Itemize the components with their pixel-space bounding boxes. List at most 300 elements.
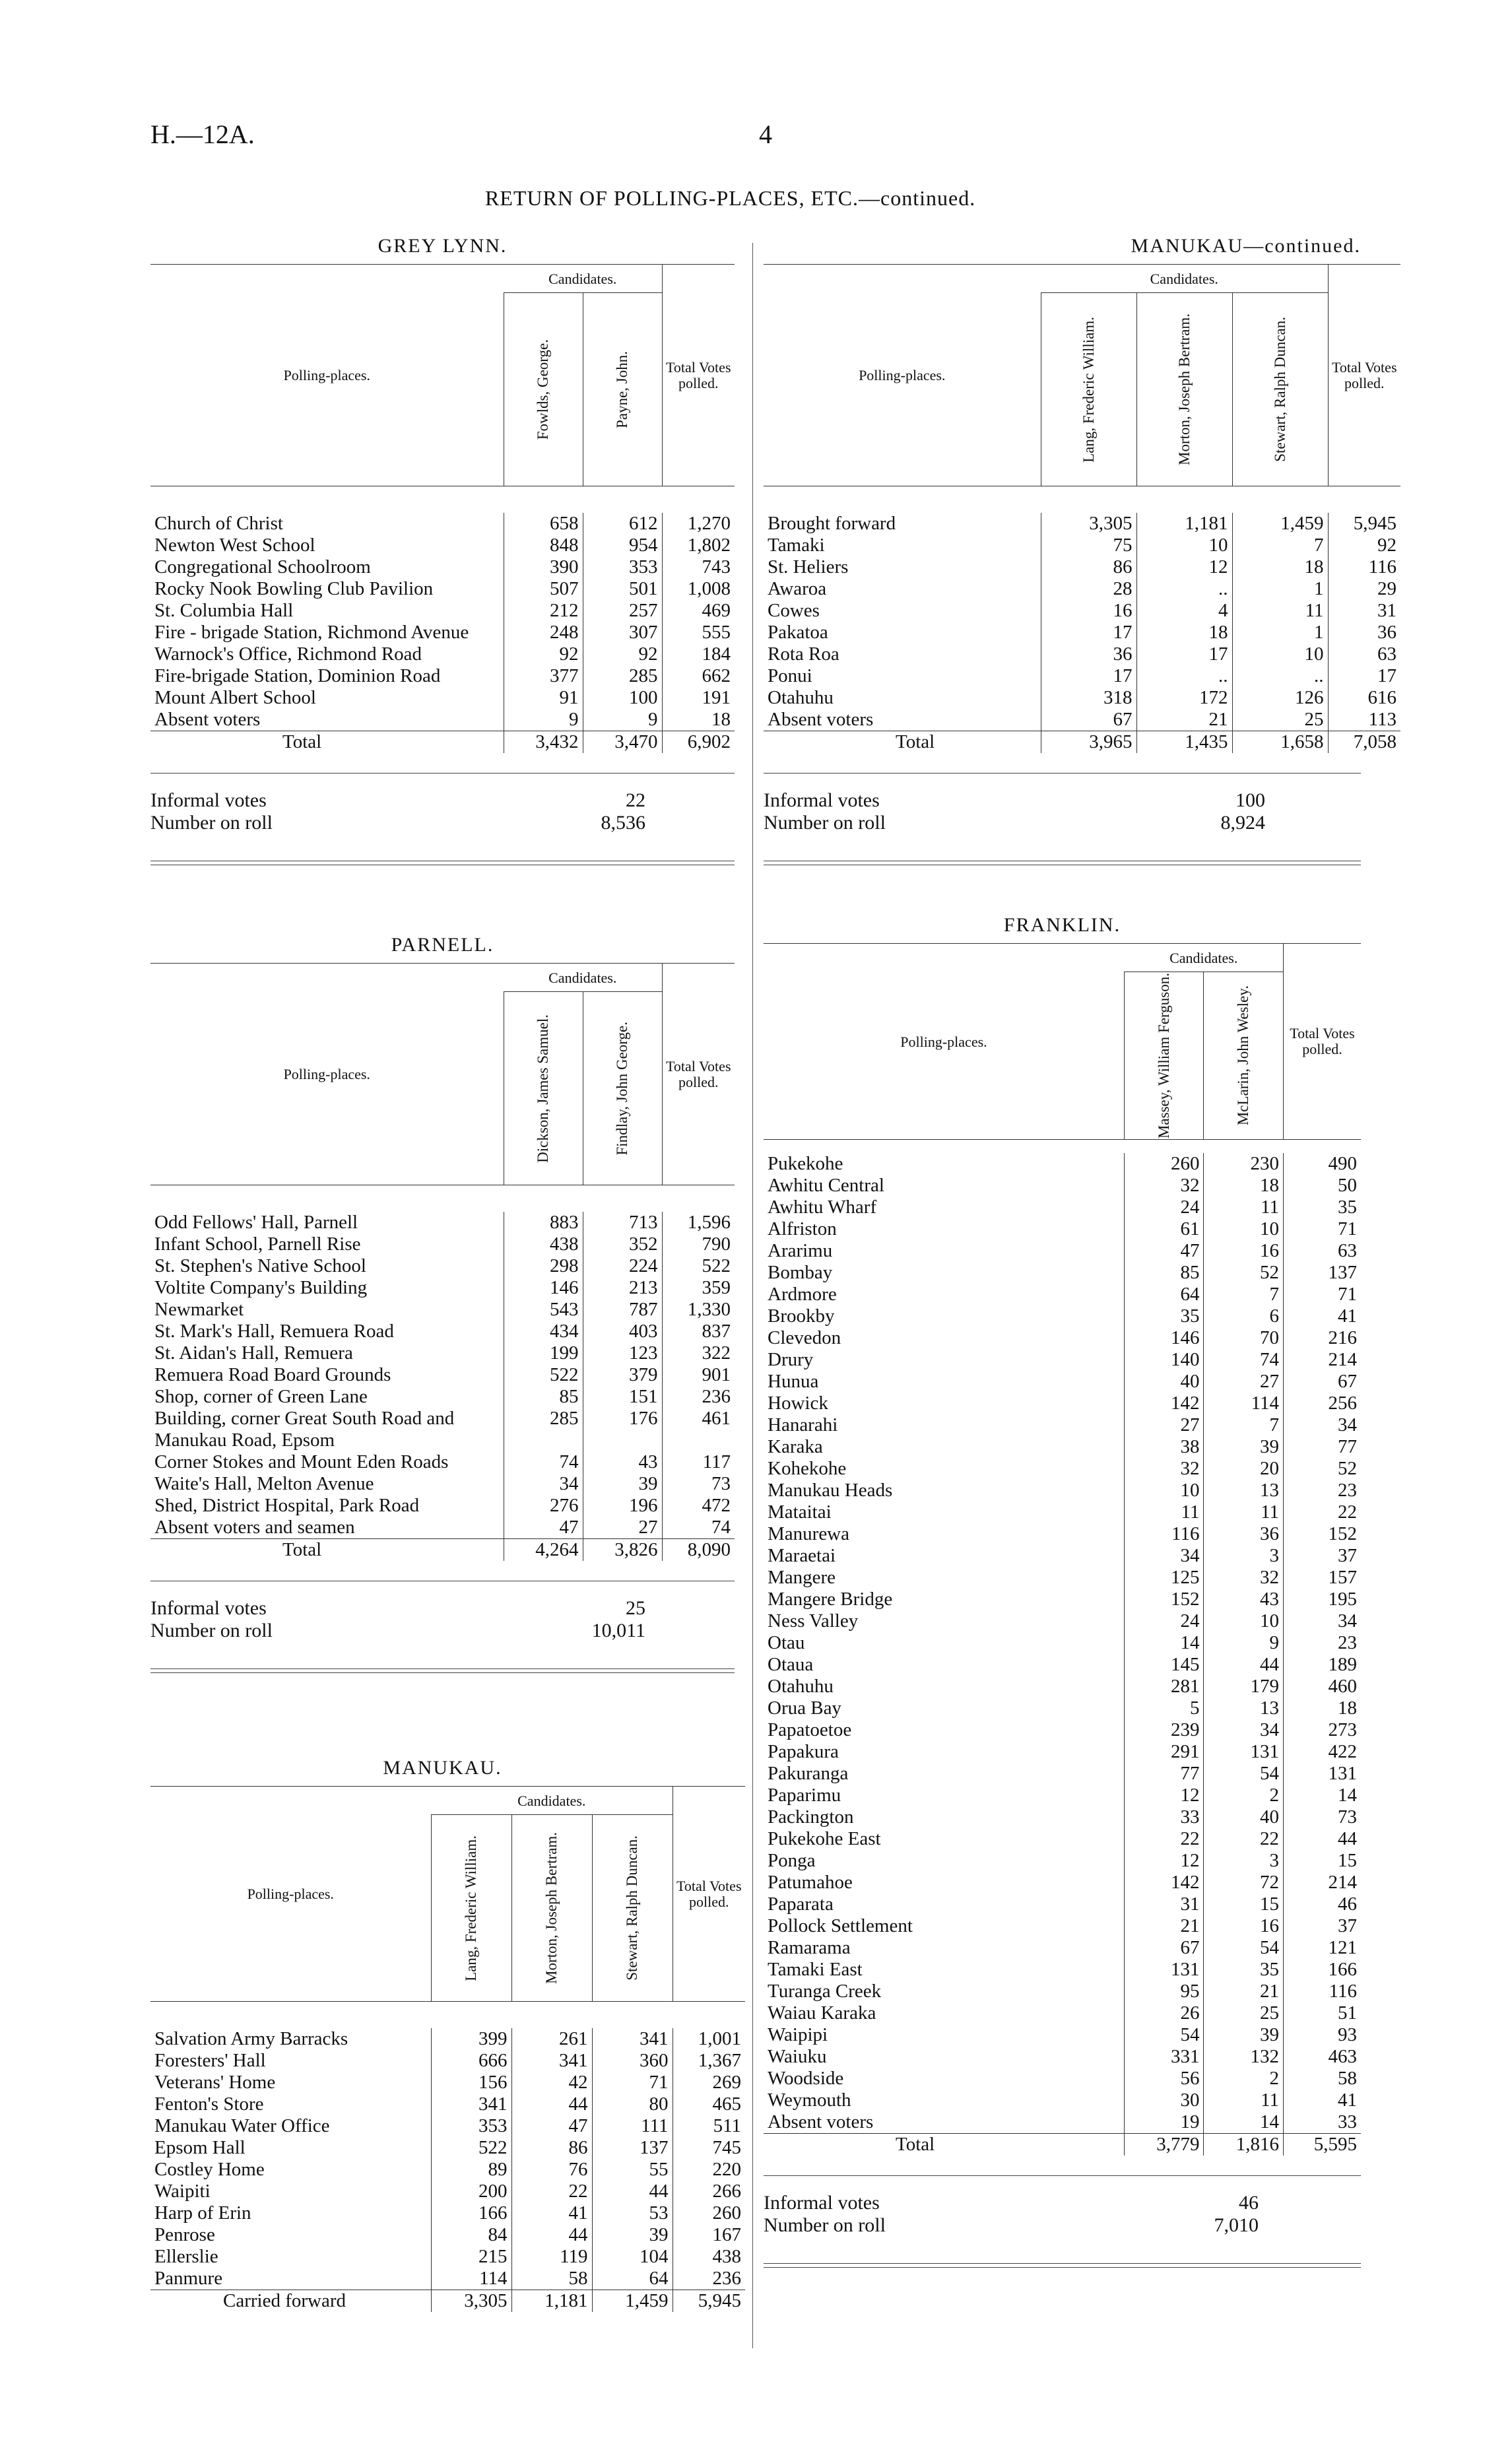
polling-place-name: Pakuranga bbox=[768, 1763, 849, 1785]
polling-place-name: Waiau Karaka bbox=[768, 2002, 876, 2024]
total-label: Total bbox=[150, 1539, 504, 1562]
candidate-votes: 55 bbox=[592, 2159, 673, 2181]
section-title: MANUKAU—continued. bbox=[1131, 235, 1361, 257]
table-row bbox=[764, 1393, 1361, 1414]
polling-place-name: Building, corner Great South Road and Manukau Road, Epsom bbox=[154, 1408, 455, 1451]
polling-place bbox=[764, 709, 1041, 731]
section-parnell bbox=[150, 934, 735, 1673]
polling-place bbox=[150, 622, 504, 643]
total-label: Carried forward bbox=[150, 2290, 431, 2313]
polling-places-header: Polling-places. bbox=[150, 964, 504, 1185]
section-rule bbox=[764, 2263, 1361, 2268]
polling-place bbox=[764, 2090, 1124, 2111]
candidate-votes: 285 bbox=[504, 1408, 583, 1451]
candidate-votes: 71 bbox=[592, 2072, 673, 2094]
total-votes: 58 bbox=[1284, 2068, 1362, 2090]
polling-place-name: Salvation Army Barracks bbox=[154, 2028, 348, 2049]
candidate-votes: 64 bbox=[1124, 1284, 1204, 1305]
table-row bbox=[764, 1915, 1361, 1937]
candidate-votes: 1,459 bbox=[1232, 513, 1328, 535]
table-row bbox=[764, 1349, 1361, 1371]
polling-place-name: Ponui bbox=[768, 665, 812, 686]
total-votes: 745 bbox=[673, 2137, 745, 2159]
polling-place bbox=[150, 513, 504, 535]
candidate-votes: 95 bbox=[1124, 1981, 1204, 2002]
polling-place-name: Foresters' Hall bbox=[154, 2050, 266, 2071]
section-rule bbox=[764, 861, 1361, 865]
polling-place bbox=[764, 1175, 1124, 1197]
polling-place bbox=[150, 2028, 431, 2050]
polling-place-name: Waipipi bbox=[768, 2024, 828, 2046]
candidate-votes: 17 bbox=[1136, 643, 1232, 665]
candidate-votes: 438 bbox=[504, 1234, 583, 1255]
candidate-votes: 1 bbox=[1232, 622, 1328, 643]
candidate-name: Stewart, Ralph Duncan. bbox=[1271, 317, 1288, 462]
candidate-votes: 17 bbox=[1041, 622, 1136, 643]
total-votes: 216 bbox=[1284, 1327, 1362, 1349]
candidate-name-header bbox=[1136, 293, 1232, 486]
polling-place-name: Brookby bbox=[768, 1305, 835, 1327]
number-on-roll-value: 7,010 bbox=[1214, 2214, 1259, 2237]
polling-place bbox=[764, 578, 1041, 600]
polling-place-name: Drury bbox=[768, 1349, 814, 1371]
candidate-total: 3,779 bbox=[1124, 2134, 1204, 2156]
candidate-votes: 22 bbox=[1204, 1828, 1284, 1850]
informal-votes-label: Informal votes bbox=[150, 789, 267, 811]
table-row bbox=[764, 2046, 1361, 2068]
candidate-votes: 666 bbox=[431, 2050, 511, 2072]
polling-place bbox=[764, 1458, 1124, 1480]
candidate-votes: 7 bbox=[1204, 1414, 1284, 1436]
total-votes: 189 bbox=[1284, 1654, 1362, 1676]
total-votes-header: Total Votes polled. bbox=[673, 1787, 745, 2002]
candidate-votes: 47 bbox=[511, 2115, 592, 2137]
candidate-votes: 145 bbox=[1124, 1654, 1204, 1676]
table-row bbox=[764, 600, 1400, 622]
number-on-roll-label: Number on roll bbox=[764, 2214, 886, 2237]
candidate-votes: 52 bbox=[1204, 1262, 1284, 1284]
candidate-votes: 331 bbox=[1124, 2046, 1204, 2068]
polling-place-name: Woodside bbox=[768, 2068, 844, 2090]
candidate-votes: 213 bbox=[583, 1277, 662, 1299]
candidate-votes: 22 bbox=[511, 2181, 592, 2202]
candidate-votes: 116 bbox=[1124, 1523, 1204, 1545]
candidate-votes: 954 bbox=[583, 535, 662, 556]
table-row bbox=[150, 1386, 735, 1408]
candidate-votes: 341 bbox=[592, 2028, 673, 2050]
candidate-votes: 47 bbox=[1124, 1240, 1204, 1262]
polling-place bbox=[764, 1197, 1124, 1218]
candidate-votes: 176 bbox=[583, 1408, 662, 1451]
polling-place-name: Manurewa bbox=[768, 1523, 850, 1545]
total-votes: 36 bbox=[1328, 622, 1400, 643]
candidate-votes: 32 bbox=[1124, 1175, 1204, 1197]
table-row bbox=[150, 2028, 745, 2050]
candidate-votes: 19 bbox=[1124, 2111, 1204, 2134]
total-votes: 901 bbox=[662, 1364, 735, 1386]
polling-places-header: Polling-places. bbox=[764, 265, 1041, 486]
table-row bbox=[150, 1321, 735, 1342]
table-row bbox=[764, 1414, 1361, 1436]
table-row bbox=[150, 1277, 735, 1299]
polling-place-name: Pukekohe East bbox=[768, 1828, 881, 1850]
table-row bbox=[764, 709, 1400, 731]
total-row bbox=[150, 1539, 735, 1562]
table-row bbox=[150, 2181, 745, 2202]
candidate-votes: 85 bbox=[1124, 1262, 1204, 1284]
candidate-votes: 166 bbox=[431, 2202, 511, 2224]
candidate-votes: 3 bbox=[1204, 1850, 1284, 1872]
candidate-votes: 9 bbox=[583, 709, 662, 731]
candidate-votes: 11 bbox=[1204, 1501, 1284, 1523]
table-row bbox=[764, 578, 1400, 600]
number-on-roll-label: Number on roll bbox=[764, 812, 886, 834]
polling-place bbox=[764, 1545, 1124, 1567]
polling-place bbox=[150, 2268, 431, 2290]
number-on-roll-value: 8,536 bbox=[601, 812, 645, 834]
candidate-votes: 522 bbox=[504, 1364, 583, 1386]
total-votes: 260 bbox=[673, 2202, 745, 2224]
candidate-votes: 522 bbox=[431, 2137, 511, 2159]
polling-place bbox=[764, 513, 1041, 535]
table-row bbox=[764, 1806, 1361, 1828]
candidate-votes: 848 bbox=[504, 535, 583, 556]
candidate-votes: 12 bbox=[1124, 1850, 1204, 1872]
candidate-votes: 276 bbox=[504, 1495, 583, 1517]
polling-places-header: Polling-places. bbox=[764, 944, 1124, 1140]
candidate-name-header bbox=[1204, 972, 1284, 1140]
total-votes: 137 bbox=[1284, 1262, 1362, 1284]
candidate-votes: 3,305 bbox=[1041, 513, 1136, 535]
grand-total: 7,058 bbox=[1328, 731, 1400, 754]
polling-place bbox=[150, 1386, 504, 1408]
table-row bbox=[150, 1451, 735, 1473]
total-votes: 359 bbox=[662, 1277, 735, 1299]
footer-block bbox=[150, 1581, 735, 1642]
polling-place-name: Congregational Schoolroom bbox=[154, 556, 371, 577]
candidate-votes: 47 bbox=[504, 1517, 583, 1539]
candidate-votes: 152 bbox=[1124, 1589, 1204, 1610]
candidate-total: 3,470 bbox=[583, 731, 662, 754]
polling-place bbox=[150, 1364, 504, 1386]
candidate-votes: 18 bbox=[1136, 622, 1232, 643]
table-row bbox=[764, 2024, 1361, 2046]
polling-place-name: Harp of Erin bbox=[154, 2202, 251, 2224]
table-row bbox=[764, 2002, 1361, 2024]
candidate-votes: 100 bbox=[583, 687, 662, 709]
table-row bbox=[150, 2115, 745, 2137]
page-reference: H.—12A. bbox=[150, 119, 255, 149]
candidate-votes: 179 bbox=[1204, 1676, 1284, 1698]
informal-votes-line bbox=[150, 1597, 735, 1620]
polling-place bbox=[764, 1719, 1124, 1741]
table-row bbox=[764, 1523, 1361, 1545]
table-row bbox=[150, 2246, 745, 2268]
candidate-votes: 4 bbox=[1136, 600, 1232, 622]
total-votes: 837 bbox=[662, 1321, 735, 1342]
candidate-votes: 126 bbox=[1232, 687, 1328, 709]
candidate-votes: 41 bbox=[511, 2202, 592, 2224]
total-votes-header: Total Votes polled. bbox=[662, 265, 735, 486]
total-votes: 236 bbox=[662, 1386, 735, 1408]
table-row bbox=[764, 1262, 1361, 1284]
polling-place-name: Newton West School bbox=[154, 535, 315, 556]
candidate-votes: 146 bbox=[504, 1277, 583, 1299]
polling-place bbox=[150, 1255, 504, 1277]
informal-votes-line bbox=[764, 2192, 1361, 2214]
candidate-votes: .. bbox=[1136, 578, 1232, 600]
candidate-votes: 10 bbox=[1232, 643, 1328, 665]
polling-place-name: Pukekohe bbox=[768, 1153, 843, 1175]
candidates-header: Candidates. bbox=[504, 964, 662, 992]
polling-place-name: Absent voters bbox=[154, 709, 261, 730]
total-votes: 52 bbox=[1284, 1458, 1362, 1480]
polling-place-name: Ararimu bbox=[768, 1240, 833, 1262]
polling-place-name: Absent voters bbox=[768, 709, 874, 730]
polling-place bbox=[150, 1342, 504, 1364]
candidate-votes: 142 bbox=[1124, 1393, 1204, 1414]
polling-place bbox=[150, 1212, 504, 1234]
candidate-votes: 13 bbox=[1204, 1698, 1284, 1719]
candidate-votes: 123 bbox=[583, 1342, 662, 1364]
polling-places-header: Polling-places. bbox=[150, 1787, 431, 2002]
polling-place-name: Pakatoa bbox=[768, 622, 828, 643]
candidate-votes: 104 bbox=[592, 2246, 673, 2268]
number-on-roll-value: 8,924 bbox=[1220, 812, 1265, 834]
polling-place-name: Absent voters and seamen bbox=[154, 1517, 355, 1538]
candidate-name-header bbox=[583, 992, 662, 1185]
candidate-name: Massey, William Ferguson. bbox=[1155, 973, 1172, 1139]
total-votes: 117 bbox=[662, 1451, 735, 1473]
polling-place bbox=[150, 1517, 504, 1539]
informal-votes-value: 22 bbox=[626, 789, 645, 811]
polling-place bbox=[764, 1371, 1124, 1393]
candidate-votes: 44 bbox=[511, 2224, 592, 2246]
polling-place-name: Tamaki East bbox=[768, 1959, 863, 1981]
total-votes: 790 bbox=[662, 1234, 735, 1255]
total-votes: 522 bbox=[662, 1255, 735, 1277]
table-row bbox=[764, 622, 1400, 643]
polling-place-name: Bombay bbox=[768, 1262, 833, 1284]
total-votes: 116 bbox=[1284, 1981, 1362, 2002]
grand-total: 6,902 bbox=[662, 731, 735, 754]
candidate-votes: 12 bbox=[1136, 556, 1232, 578]
polling-place bbox=[764, 1589, 1124, 1610]
candidate-votes: 11 bbox=[1204, 1197, 1284, 1218]
table-row bbox=[764, 1589, 1361, 1610]
candidate-votes: 5 bbox=[1124, 1698, 1204, 1719]
candidate-name: Morton, Joseph Bertram. bbox=[543, 1832, 560, 1984]
informal-votes-label: Informal votes bbox=[150, 1597, 267, 1619]
candidate-votes: 16 bbox=[1204, 1915, 1284, 1937]
candidate-votes: 10 bbox=[1124, 1480, 1204, 1501]
table-row bbox=[764, 1284, 1361, 1305]
candidate-votes: 119 bbox=[511, 2246, 592, 2268]
total-votes: 63 bbox=[1328, 643, 1400, 665]
polling-place bbox=[150, 1473, 504, 1495]
candidate-votes: 43 bbox=[1204, 1589, 1284, 1610]
total-votes: 1,802 bbox=[662, 535, 735, 556]
candidate-votes: .. bbox=[1136, 665, 1232, 687]
polling-place-name: Patumahoe bbox=[768, 1872, 853, 1894]
candidate-name: Morton, Joseph Bertram. bbox=[1175, 313, 1193, 465]
number-on-roll-line bbox=[150, 1620, 735, 1642]
candidate-votes: 257 bbox=[583, 600, 662, 622]
candidate-votes: 42 bbox=[511, 2072, 592, 2094]
polling-place bbox=[764, 1850, 1124, 1872]
candidates-header: Candidates. bbox=[1124, 944, 1283, 972]
candidate-votes: 2 bbox=[1204, 1785, 1284, 1806]
candidate-votes: 239 bbox=[1124, 1719, 1204, 1741]
polling-place bbox=[764, 1806, 1124, 1828]
polling-place bbox=[764, 1698, 1124, 1719]
candidate-votes: 353 bbox=[431, 2115, 511, 2137]
grand-total: 5,945 bbox=[673, 2290, 745, 2313]
section-title: PARNELL. bbox=[391, 934, 494, 956]
candidate-votes: 25 bbox=[1204, 2002, 1284, 2024]
candidate-votes: 142 bbox=[1124, 1872, 1204, 1894]
total-votes: 77 bbox=[1284, 1436, 1362, 1458]
candidate-votes: 10 bbox=[1204, 1218, 1284, 1240]
candidate-votes: 31 bbox=[1124, 1894, 1204, 1915]
candidate-votes: 11 bbox=[1232, 600, 1328, 622]
polling-place bbox=[764, 665, 1041, 687]
polling-place bbox=[150, 1321, 504, 1342]
candidate-votes: 298 bbox=[504, 1255, 583, 1277]
polling-place-name: Waipiti bbox=[154, 2181, 211, 2202]
polling-place bbox=[764, 1414, 1124, 1436]
candidate-votes: 67 bbox=[1041, 709, 1136, 731]
polling-place bbox=[764, 622, 1041, 643]
polling-place-name: Cowes bbox=[768, 600, 820, 621]
candidate-votes: 2 bbox=[1204, 2068, 1284, 2090]
polling-place-name: Costley Home bbox=[154, 2159, 265, 2180]
polling-place-name: Papatoetoe bbox=[768, 1719, 852, 1741]
candidate-votes: 32 bbox=[1204, 1567, 1284, 1589]
total-votes: 1,596 bbox=[662, 1212, 735, 1234]
polling-place-name: Maraetai bbox=[768, 1545, 836, 1567]
candidate-votes: 27 bbox=[1204, 1371, 1284, 1393]
polling-place-name: Kohekohe bbox=[768, 1458, 847, 1480]
polling-place-name: Fire-brigade Station, Dominion Road bbox=[154, 665, 441, 686]
candidate-votes: 18 bbox=[1204, 1175, 1284, 1197]
polling-place bbox=[150, 2137, 431, 2159]
table-row bbox=[150, 578, 735, 600]
polling-place bbox=[150, 1451, 504, 1473]
candidate-votes: 507 bbox=[504, 578, 583, 600]
polling-place-name: Packington bbox=[768, 1806, 854, 1828]
polling-place bbox=[764, 2111, 1124, 2134]
grand-total: 8,090 bbox=[662, 1539, 735, 1562]
candidate-votes: 434 bbox=[504, 1321, 583, 1342]
candidate-name-header bbox=[583, 293, 662, 486]
number-on-roll-label: Number on roll bbox=[150, 1620, 273, 1641]
candidate-name-header bbox=[1232, 293, 1328, 486]
polling-place-name: Newmarket bbox=[154, 1299, 244, 1320]
table-row bbox=[150, 2202, 745, 2224]
polling-place bbox=[764, 1305, 1124, 1327]
table-row bbox=[764, 535, 1400, 556]
polling-place-name: Ponga bbox=[768, 1850, 816, 1872]
candidate-votes: 6 bbox=[1204, 1305, 1284, 1327]
candidate-votes: 34 bbox=[1204, 1719, 1284, 1741]
polling-place bbox=[764, 1327, 1124, 1349]
total-row bbox=[764, 2134, 1361, 2156]
table-row bbox=[150, 513, 735, 535]
total-votes: 34 bbox=[1284, 1610, 1362, 1632]
polling-place bbox=[764, 687, 1041, 709]
candidate-votes: 215 bbox=[431, 2246, 511, 2268]
polling-place-name: Church of Christ bbox=[154, 513, 283, 534]
candidate-votes: 501 bbox=[583, 578, 662, 600]
polling-place-name: St. Stephen's Native School bbox=[154, 1255, 366, 1276]
section-rule bbox=[150, 861, 735, 865]
total-votes: 23 bbox=[1284, 1480, 1362, 1501]
polling-place-name: Paparata bbox=[768, 1894, 834, 1915]
table-row bbox=[764, 665, 1400, 687]
polling-place-name: Ellerslie bbox=[154, 2246, 218, 2267]
informal-votes-line bbox=[764, 789, 1361, 812]
polling-table bbox=[150, 1786, 745, 2312]
total-votes: 46 bbox=[1284, 1894, 1362, 1915]
polling-place-name: Brought forward bbox=[768, 513, 896, 534]
candidate-name-header bbox=[511, 1815, 592, 2002]
candidate-votes: 291 bbox=[1124, 1741, 1204, 1763]
informal-votes-value: 25 bbox=[626, 1597, 645, 1619]
polling-place-name: Shed, District Hospital, Park Road bbox=[154, 1495, 420, 1516]
table-row bbox=[150, 687, 735, 709]
candidate-votes: 377 bbox=[504, 665, 583, 687]
table-row bbox=[764, 1218, 1361, 1240]
candidates-header: Candidates. bbox=[504, 265, 662, 293]
polling-place-name: Remuera Road Board Grounds bbox=[154, 1364, 391, 1385]
candidate-votes: 44 bbox=[592, 2181, 673, 2202]
candidate-total: 3,965 bbox=[1041, 731, 1136, 754]
candidate-votes: 261 bbox=[511, 2028, 592, 2050]
candidate-votes: 111 bbox=[592, 2115, 673, 2137]
candidate-votes: 9 bbox=[1204, 1632, 1284, 1654]
candidate-votes: 281 bbox=[1124, 1676, 1204, 1698]
polling-place-name: Orua Bay bbox=[768, 1698, 841, 1719]
candidate-votes: 86 bbox=[511, 2137, 592, 2159]
total-votes: 44 bbox=[1284, 1828, 1362, 1850]
total-votes: 266 bbox=[673, 2181, 745, 2202]
page-number: 4 bbox=[759, 119, 772, 149]
table-row bbox=[150, 2050, 745, 2072]
polling-place-name: Rota Roa bbox=[768, 643, 839, 665]
total-votes: 73 bbox=[1284, 1806, 1362, 1828]
total-votes: 1,270 bbox=[662, 513, 735, 535]
footer-block bbox=[764, 773, 1361, 834]
candidate-votes: 39 bbox=[1204, 2024, 1284, 2046]
total-votes: 555 bbox=[662, 622, 735, 643]
polling-place bbox=[764, 1741, 1124, 1763]
candidate-votes: 10 bbox=[1204, 1610, 1284, 1632]
table-row bbox=[764, 1240, 1361, 1262]
total-votes: 167 bbox=[673, 2224, 745, 2246]
polling-place-name: Ramarama bbox=[768, 1937, 851, 1959]
table-row bbox=[150, 1473, 735, 1495]
total-votes: 472 bbox=[662, 1495, 735, 1517]
candidate-votes: 787 bbox=[583, 1299, 662, 1321]
total-votes-header: Total Votes polled. bbox=[662, 964, 735, 1185]
candidate-name-header bbox=[504, 293, 583, 486]
table-row bbox=[764, 1719, 1361, 1741]
polling-place-name: Otaua bbox=[768, 1654, 814, 1676]
candidate-votes: 132 bbox=[1204, 2046, 1284, 2068]
candidate-total: 3,826 bbox=[583, 1539, 662, 1562]
polling-place bbox=[150, 665, 504, 687]
